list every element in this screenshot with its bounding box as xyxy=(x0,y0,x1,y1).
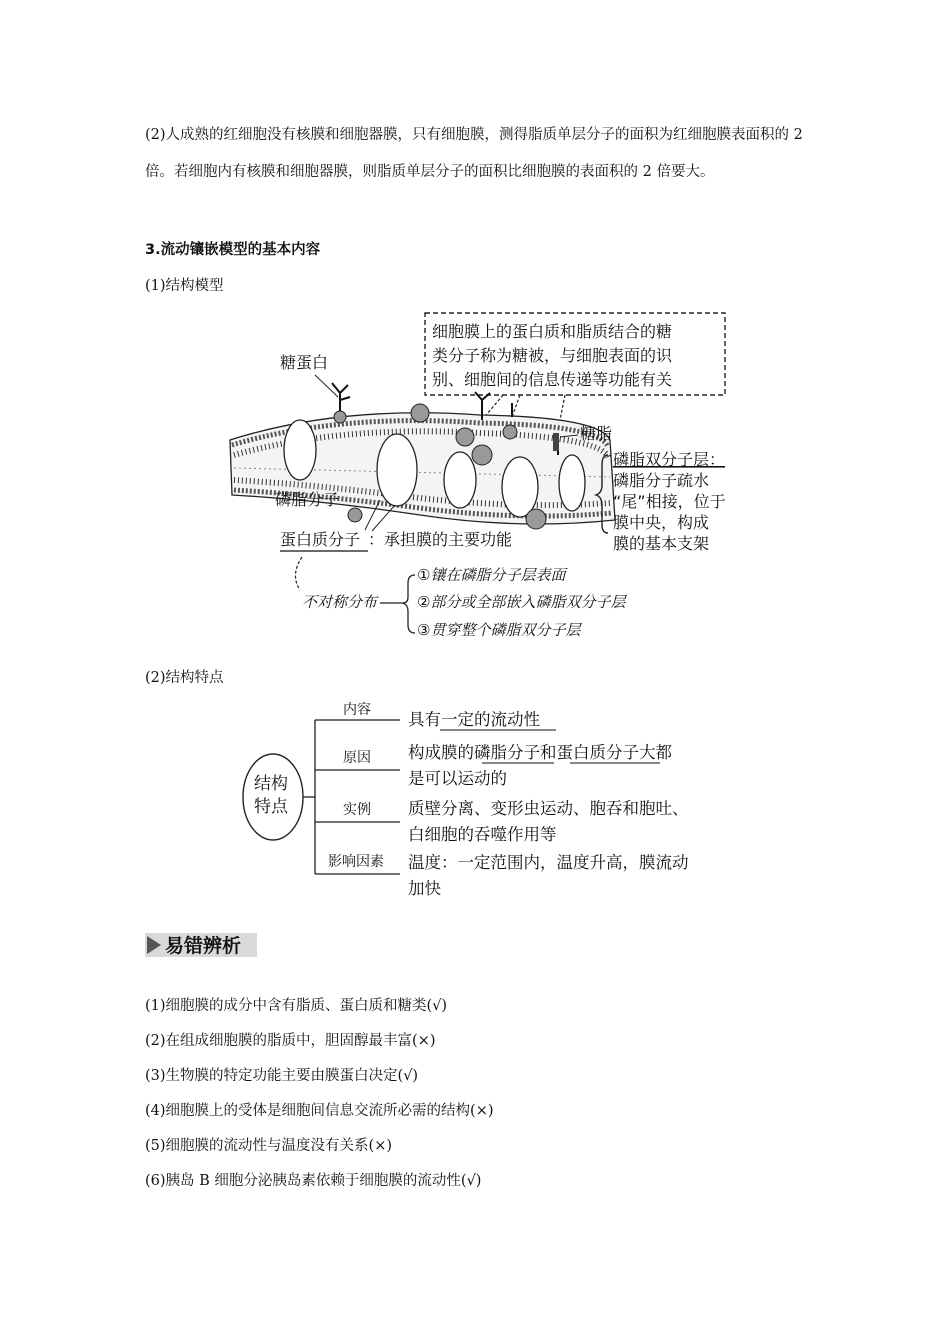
check-item-2: (2)在组成细胞膜的脂质中，胆固醇最丰富(×) xyxy=(145,1033,436,1049)
section-title: 易错辨析 xyxy=(165,935,242,957)
bilayer-line-2: 磷脂分子疏水 xyxy=(613,471,710,490)
protein-description: ：承担膜的主要功能 xyxy=(368,530,513,549)
subheading-structure-model: (1)结构模型 xyxy=(145,278,224,294)
features-figure xyxy=(240,692,720,907)
bilayer-line-3: “尾”相接，位于 xyxy=(613,492,726,511)
asym-label: 不对称分布 xyxy=(302,593,378,611)
phospholipid-label: 磷脂分子 xyxy=(275,490,340,509)
row-key-content: 内容 xyxy=(343,702,371,718)
glycolipid-marker xyxy=(553,433,559,451)
callout-line-1: 细胞膜上的蛋白质和脂质结合的糖 xyxy=(432,322,673,341)
center-line-2: 特点 xyxy=(254,797,288,817)
callout-line-2: 类分子称为糖被，与细胞表面的识 xyxy=(432,346,673,365)
row-factor-line-1: 温度：一定范围内，温度升高，膜流动 xyxy=(408,853,689,872)
paragraph-rbc: (2)人成熟的红细胞没有核膜和细胞器膜，只有细胞膜，测得脂质单层分子的面积为红细胞膜表面积的 2 倍。若细胞内有核膜和细胞器膜，则脂质单层分子的面积比细胞膜的表面积的 2 倍要大。 xyxy=(145,127,803,180)
row-example-line-1: 质壁分离、变形虫运动、胞吞和胞吐、 xyxy=(408,799,689,818)
check-item-6: (6)胰岛 B 细胞分泌胰岛素依赖于细胞膜的流动性(√) xyxy=(145,1173,482,1189)
protein-label: 蛋白质分子 xyxy=(280,530,361,549)
row-content-line-1: 具有一定的流动性 xyxy=(408,710,540,729)
bilayer-line-5: 膜的基本支架 xyxy=(613,534,710,553)
asym-item-2: ②部分或全部嵌入磷脂双分子层 xyxy=(417,593,626,611)
membrane-figure xyxy=(220,305,740,650)
section-banner xyxy=(145,930,257,958)
check-item-3: (3)生物膜的特定功能主要由膜蛋白决定(√) xyxy=(145,1068,419,1084)
row-reason-line-1: 构成膜的磷脂分子和蛋白质分子大都 xyxy=(408,743,672,762)
heading-fluid-mosaic: 3.流动镶嵌模型的基本内容 xyxy=(145,242,321,258)
check-item-5: (5)细胞膜的流动性与温度没有关系(×) xyxy=(145,1138,393,1154)
glycoprotein-label: 糖蛋白 xyxy=(280,353,329,372)
row-key-reason: 原因 xyxy=(343,750,371,766)
center-line-1: 结构 xyxy=(254,774,288,794)
row-factor-line-2: 加快 xyxy=(408,879,441,898)
glycolipid-label: 糖脂 xyxy=(580,424,613,443)
row-reason-line-2: 是可以运动的 xyxy=(408,769,507,788)
subheading-structure-feature: (2)结构特点 xyxy=(145,670,224,686)
bilayer-line-1: 磷脂双分子层： xyxy=(613,450,726,469)
callout-line-3: 别、细胞间的信息传递等功能有关 xyxy=(432,370,673,389)
row-key-factor: 影响因素 xyxy=(328,854,384,870)
check-item-4: (4)细胞膜上的受体是细胞间信息交流所必需的结构(×) xyxy=(145,1103,494,1119)
row-key-example: 实例 xyxy=(343,802,371,818)
asym-item-1: ①镶在磷脂分子层表面 xyxy=(417,566,566,584)
check-item-1: (1)细胞膜的成分中含有脂质、蛋白质和糖类(√) xyxy=(145,998,448,1014)
row-example-line-2: 白细胞的吞噬作用等 xyxy=(408,825,557,844)
bilayer-line-4: 膜中央，构成 xyxy=(613,513,710,532)
asym-item-3: ③贯穿整个磷脂双分子层 xyxy=(417,621,581,639)
